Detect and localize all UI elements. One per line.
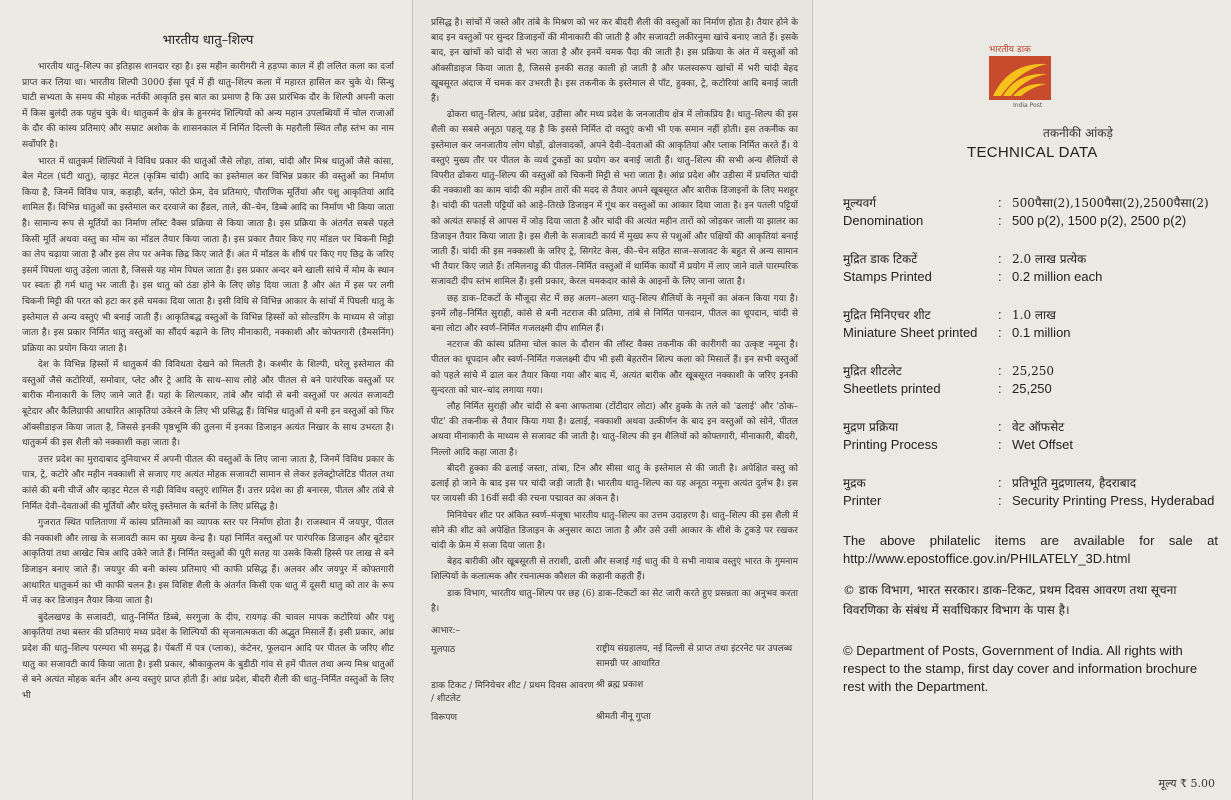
row-label: Printing Process bbox=[843, 437, 938, 452]
row-value: Wet Offset bbox=[1012, 437, 1073, 452]
logo-footer: India Post bbox=[1013, 102, 1043, 109]
row-value: 25,250 bbox=[1012, 381, 1052, 396]
copyright-hindi: © डाक विभाग, भारत सरकार। डाक–टिकट, प्रथम दिवस आवरण तथा सूचना विवरणिका के संबंध में सर्वाधिकार विभाग के पास है। bbox=[843, 583, 1177, 617]
india-post-logo-icon bbox=[989, 56, 1051, 100]
data-row-sheetlets: मुद्रित शीटलेट Sheetlets printed : : 25,250 25,250 bbox=[843, 362, 1218, 398]
logo-header: भारतीय डाक bbox=[989, 45, 1031, 55]
row-value-hindi: वेट ऑफसेट bbox=[1012, 420, 1065, 434]
credit-row bbox=[431, 642, 798, 672]
credit-value: श्रीमती नीनू गुप्ता bbox=[596, 711, 651, 722]
left-paragraph: भारतीय धातु–शिल्प का इतिहास शानदार रहा है। इस महीन कारीगरी ने हड़प्पा काल में ही ललित कला का दर्जा प्राप्त कर लिया था। भारतीय शिल्पी 3000 ईसा पूर्व में ही धातु–शिल्प कला में महारत हासिल कर चुके थे। सिन्धु घाटी सभ्यता के समय की मोहक नर्तकी आकृति इस बात का प्रमाण है कि उस प्रारंभिक दौर के शिल्पी अपनी कला में किस बुलंदी तक पहुंच चुके थे। धातुकर्म के क्षेत्र के हुनरमंद शिल्पियों को अन्य महान उपलब्धियों में चोल राजाओं के दौर की कांस्य प्रतिमाएं और सम्राट अशोक के शासनकाल में निर्मित दिल्ली के महरौली स्थित लौह स्तंभ का नाम सर्वोपरि है। bbox=[22, 62, 394, 150]
left-paragraph: गुजरात स्थित पालिताणा में कांस्य प्रतिमाओं का व्यापक स्तर पर निर्माण होता है। राजस्थान में जयपुर, पीतल की नक्काशी और लाख के सजावटी काम का मुख्य केन्द्र है। यहां निर्मित वस्तुओं पर पारंपरिक डिजाइन और बूटेदार आकृतियां तथा आखेट चित्र आदि उकेरे जाते हैं। निर्मित वस्तुओं की पूरी सतह या उसके किसी हिस्से पर लाख से बने डिजाइन बनाए जाते हैं। जयपुर की बनी कांस्य प्रतिमाएं भी काफी प्रसिद्ध हैं। अलवर और जयपुर में कोफ्तगारी आधारित धातुकर्म का भी काफी चलन है। इस विशिष्ट शैली के अंतर्गत किसी एक धातु में दूसरी धातु को तार के रूप में जड़ कर डिजाइन तैयार किया जाता है। bbox=[22, 518, 394, 607]
row-value: 500 p(2), 1500 p(2), 2500 p(2) bbox=[1012, 213, 1187, 228]
right-panel bbox=[813, 0, 1231, 800]
middle-paragraph: छह डाक–टिकटों के मौजूदा सेट में छह अलग–अलग धातु–शिल्प शैलियों के नमूनों का अंकन किया गया है। इनमें लौह–निर्मित सुराही, कांसे से बनी नटराज की प्रतिमा, तांबे से निर्मित पानदान, पीतल का धूपदान, चांदी से बना लोटा और स्वर्ण–निर्मित गजलक्ष्मी दीप शामिल हैं। bbox=[431, 293, 798, 335]
credit-key: मूलपाठ bbox=[431, 644, 456, 655]
left-panel bbox=[0, 0, 413, 800]
row-value-hindi: 1.0 लाख bbox=[1012, 308, 1056, 322]
technical-data-table bbox=[843, 194, 1218, 530]
credit-value: श्री ब्रह्म प्रकाश bbox=[596, 679, 644, 690]
row-label-hindi: मुद्रक bbox=[843, 476, 866, 490]
technical-data-title: TECHNICAL DATA bbox=[967, 144, 1098, 161]
row-value: 0.2 million each bbox=[1012, 269, 1103, 284]
credit-row bbox=[431, 710, 798, 725]
data-row-printer: मुद्रक Printer : : प्रतिभूति मुद्रणालय, हैदराबाद Security Printing Press, Hyderabad bbox=[843, 474, 1218, 510]
data-row-stamps-printed: मुद्रित डाक टिकटें Stamps Printed : : 2.0 लाख प्रत्येक 0.2 million each bbox=[843, 250, 1218, 286]
left-paragraph: उत्तर प्रदेश का मुरादाबाद दुनियाभर में अपनी पीतल की वस्तुओं के लिए जाना जाता है, जिनमें विविध प्रकार के पात्र, ट्रे, कटोरे और महीन नक्काशी से सजाए गए अत्यंत मोहक सजावटी सामान से लेकर इलेक्ट्रोप्लेटिड पीतल तथा कांसे की बनी चीजें और व्हाइट मेटल से गढ़ी विविध वस्तुएं शामिल हैं। उत्तर प्रदेश का ही बनारस, पीतल और तांबे से निर्मित देवी–देवताओं की मूर्तियों और घरेलू इस्तेमाल के बर्तनों के लिए प्रसिद्ध है। bbox=[22, 454, 394, 512]
india-post-logo bbox=[985, 28, 1061, 109]
row-label: Denomination bbox=[843, 213, 924, 228]
data-row-denomination: मूल्यवर्ग Denomination : : 500पैसा(2),1500पैसा(2),2500पैसा(2) 500 p(2), 1500 p(2), 2500 p(2) bbox=[843, 194, 1218, 230]
middle-paragraph: डाक विभाग, भारतीय धातु–शिल्प पर छह (6) डाक–टिकटों का सेट जारी करते हुए प्रसन्नता का अनुभव करता है। bbox=[431, 588, 798, 614]
row-label-hindi: मुद्रित मिनिएचर शीट bbox=[843, 308, 931, 322]
credit-key: विरूपण bbox=[431, 712, 457, 723]
row-value-hindi: 25,250 bbox=[1012, 364, 1054, 378]
middle-paragraph: बेहद बारीकी और खूबसूरती से तराशी, ढाली और सजाई गई धातु की ये सभी नायाब वस्तुएं भारत के गुमनाम शिल्पियों के कलात्मक और रचनात्मक कौशल की कहानी कहती हैं। bbox=[431, 557, 798, 583]
left-paragraph: बुंदेलखण्ड के सजावटी, धातु–निर्मित डिब्बे, सरगुजा के दीप, रायगढ़ की चावल मापक कटोरियां और पशु आकृतियां तथा बस्तर की प्रतिमाएं मध्य प्रदेश के शिल्पियों की सृजनात्मकता की अद्भुत मिसालें हैं। इसी प्रकार, आंध्र प्रदेश की धातु–शिल्प परम्परा भी समृद्ध है। पेंबर्ती में पत्र (प्लाक), कंटेनर, फूलदान आदि पर पीतल के जरिए शीट धातु का सजावटी कार्य किया जाता है। इसी प्रकार, श्रीकाकुलम के बुडीठी गांव से हमें पीतल तथा अन्य मिश्र धातुओं से बने अत्यंत मोहक बर्तन और अन्य वस्तुएं प्राप्त होती हैं। आंध्र प्रदेश, बीदरी शैली की धातु–निर्मित वस्तुओं के लिए भी bbox=[22, 612, 394, 701]
middle-paragraph: प्रसिद्ध है। सांचों में जस्ते और तांबे के मिश्रण को भर कर बीदरी शैली की वस्तुओं का निर्माण होता है। तैयार होने के बाद इन वस्तुओं पर सुन्दर डिजाइनों की मीनाकारी की जाती है और सजावटी लकीरनुमा खांचे बनाए जाते हैं। इसके बाद, इन खांचों को चांदी से भरा जाता है और इनमें चमक पैदा की जाती है। इस प्रक्रिया के अंत में वस्तुओं को ऑक्सीडाइज किया जाता है, जिससे इनकी सतह काली हो जाती है और फलस्वरूप खांचों में भरी चांदी बेहद खूबसूरत अंदाज में चमक कर उभरती है। इस तकनीक के इस्तेमाल से पॉट, हुक्का, ट्रे, कटोरियां आदि बनाई जाती हैं। bbox=[431, 18, 798, 105]
article-title: भारतीय धातु–शिल्प bbox=[162, 33, 254, 48]
copyright-english: © Department of Posts, Government of India. All rights with respect to the stamp, first day cover and information brochure rest with the Department. bbox=[843, 643, 1198, 694]
data-row-printing-process: मुद्रण प्रक्रिया Printing Process : : वेट ऑफसेट Wet Offset bbox=[843, 418, 1218, 454]
row-value-hindi: प्रतिभूति मुद्रणालय, हैदराबाद bbox=[1012, 476, 1137, 490]
credit-key: डाक टिकट / मिनियेचर शीट / प्रथम दिवस आवरण / शीटलेट bbox=[431, 680, 594, 704]
middle-paragraph: ढोकरा धातु–शिल्प, आंध्र प्रदेश, उड़ीसा और मध्य प्रदेश के जनजातीय क्षेत्र में लोकप्रिय है। धातु–शिल्प की इस शैली का सबसे अनूठा पहलू यह है कि इससे निर्मित दो वस्तुएं कभी भी एक समान नहीं होती। इस तकनीक का इस्तेमाल कर जनजातीय लोग घोड़ों, ढोलवादकों, अपने देवी–देवताओं की आकृतियां और प्लाक निर्मित करते हैं। ये वस्तुएं मुख्य तौर पर पीतल के व्यर्थ टुकड़ों का प्रयोग कर बनाई जाती हैं। धातु–शिल्प की सभी अन्य शैलियों से विपरीत ढोकरा धातु–शिल्प की वस्तुओं को चिकनी मिट्टी से भरा जाता है। आंध्र प्रदेश और उड़ीसा में प्रचलित चांदी की नक्काशी का काम चांदी की महीन तारों की मदद से तैयार अपने खूबसूरत और बारीक डिजाइनों के लिए मशहूर है। चांदी की पतली पट्टियों को आड़े–तिरछे डिजाइन में गूंथ कर वस्तुओं का आकार दिया जाता है। इन पतली पट्टियों को अत्यंत सफाई से आपस में जोड़ दिया जाता है और चांदी की अत्यंत महीन तारों को जोड़कर जाली या झालर का डिजाइन तैयार किया जाता है। इस शैली के सजावटी कार्य में मुख्य रूप से पशुओं और पक्षियों की आकृतियां बनाई जाती हैं। चांदी की इस नक्काशी के जरिए ट्रे, सिगरेट केस, की–चेन सहित साज–सजावट के बहुत से अन्य सामान भी तैयार किए जाते हैं। तमिलनाडु की पीतल–निर्मित वस्तुओं में धार्मिक कार्यों में प्रयोग में लाए जाने वाले पारम्परिक सजावटी दीप स्तंभ शामिल हैं। इसी प्रकार, केरल चमकदार कांसे के आइनों के लिए जाना जाता है। bbox=[431, 110, 798, 288]
price-label: मूल्य ₹ 5.00 bbox=[1158, 777, 1215, 790]
data-row-miniature-sheet: मुद्रित मिनिएचर शीट Miniature Sheet printed : : 1.0 लाख 0.1 million bbox=[843, 306, 1218, 342]
middle-paragraph: मिनियेचर शीट पर अंकित स्वर्ण–मंजूषा भारतीय धातु–शिल्प का उत्तम उदाहरण है। धातु–शिल्प की इस शैली में सोने की शीट को अपेक्षित डिजाइन के अनुसार काटा जाता है और उसे उसी आकार के शीशे के टुकड़े पर रखकर चांदी के फ्रेम में सजा दिया जाता है। bbox=[431, 510, 798, 551]
row-value: 0.1 million bbox=[1012, 325, 1071, 340]
row-label-hindi: मुद्रित डाक टिकटें bbox=[843, 252, 918, 266]
row-label-hindi: मूल्यवर्ग bbox=[843, 196, 877, 210]
credit-row bbox=[431, 678, 798, 704]
technical-data-title-hindi: तकनीकी आंकड़े bbox=[1043, 126, 1113, 140]
middle-paragraph: बीदरी हुक्का की ढलाई जस्ता, तांबा, टिन और सीसा धातु के इस्तेमाल से की जाती है। अपेक्षित वस्तु को ढलाई हो जाने के बाद इस पर चांदी जड़ी जाती है। भारतीय धातु–शिल्प का यह अनूठा नमूना अत्यंत दुर्लभ है। इस पर जायसी की 16वीं सदी की रचना पद्मावत का अंकन है। bbox=[431, 463, 798, 505]
row-value-hindi: 2.0 लाख प्रत्येक bbox=[1012, 252, 1087, 266]
left-paragraph: देश के विभिन्न हिस्सों में धातुकर्म की विविधता देखने को मिलती है। कश्मीर के शिल्पी, घरेलू इस्तेमाल की वस्तुओं जैसे कटोरियों, समोवार, प्लेट और ट्रे आदि के साथ–साथ लोहे और पीतल से बने पारंपरिक वस्तुओं पर बारीक मीनाकारी के लिए जाने जाते हैं। यहां के शिल्पकार, तांबे और चांदी से बनी वस्तुओं पर अत्यंत सजावटी बूटेदार और कैलिग्राफी आधारित आकृतियां उकेरने के लिए भी प्रसिद्ध हैं। विभिन्न धातुओं से बनी इन वस्तुओं को फिर ऑक्सीडाइज किया जाता है, जिससे इनकी पृष्ठभूमि की तुलना में इनका डिजाइन अत्यंत निखार के साथ उभरता है। धातुकर्म की इस शैली को नक्काशी कहा जाता है। bbox=[22, 360, 394, 449]
middle-paragraph: लौह निर्मित सुराही और चांदी से बना आफताबा (टोंटीदार लोटा) और हुक्के के तले को 'ढलाई' और 'ठोक–पीट' की तकनीक से तैयार किया गया है। ढलाई, नक्काशी अथवा उत्कीर्णन के बाद इन वस्तुओं को सोने, पीतल अथवा मीनाकारी के माध्यम से सजावट की जाती है। धातु–शिल्प की इन शैलियों को कोफ्तगारी, मीनाकारी, बीदरी, निल्लो आदि कहा जाता है। bbox=[431, 402, 798, 458]
availability-notice: The above philatelic items are available for sale at http://www.epostoffice.gov.in/PHILATELY_3D.html bbox=[843, 533, 1218, 566]
row-label: Miniature Sheet printed bbox=[843, 325, 978, 340]
middle-panel bbox=[413, 0, 813, 800]
row-label: Sheetlets printed bbox=[843, 381, 941, 396]
row-label-hindi: मुद्रित शीटलेट bbox=[843, 364, 902, 378]
credit-value: राष्ट्रीय संग्रहालय, नई दिल्ली से प्राप्त तथा इंटरनेट पर उपलब्ध सामग्री पर आधारित bbox=[596, 643, 793, 669]
row-value: Security Printing Press, Hyderabad bbox=[1012, 493, 1215, 508]
row-label: Printer bbox=[843, 493, 882, 508]
middle-paragraph: नटराज की कांस्य प्रतिमा चोल काल के दौरान की लॉस्ट वैक्स तकनीक की कारीगरी का उत्कृष्ट नमूना है। पीतल का धूपदान और स्वर्ण–निर्मित गजलक्ष्मी दीप भी इसी बेहतरीन शिल्प कला को मिसालें हैं। इन सभी वस्तुओं को पहले सांचे में ढाल कर तैयार किया गया और बाद में, अत्यंत बारीक और खूबसूरत नक्काशी के जरिए इनकी सुन्दरता को चार–चांद लगाया गया। bbox=[431, 340, 798, 396]
row-value-hindi: 500पैसा(2),1500पैसा(2),2500पैसा(2) bbox=[1012, 196, 1209, 210]
row-label: Stamps Printed bbox=[843, 269, 932, 284]
row-label-hindi: मुद्रण प्रक्रिया bbox=[843, 420, 899, 434]
left-paragraph: भारत में धातुकर्म शिल्पियों ने विविध प्रकार की धातुओं जैसे लोहा, तांबा, चांदी और मिश्र धातुओं जैसे कांसा, बेल मेटल (घंटी धातु), व्हाइट मेटल (कृत्रिम चांदी) आदि का इस्तेमाल कर विभिन्न प्रकार की वस्तुओं का निर्माण किया है, जिनमें विविध पात्र, कड़ाही, बर्तन, फोटो फ्रेम, देव प्रतिमाएं, पौराणिक मूर्तियां और पशु आकृतियां आदि शामिल हैं। विभिन्न धातुओं का इस्तेमाल कर दरवाजे का हैंडल, ताले, की–चेन, डिब्बे आदि का निर्माण भी किया जाता है। सामान्य रूप से मूर्तियों का निर्माण लॉस्ट वैक्स प्रक्रिया से किया जाता है। इस प्रक्रिया के अंतर्गत सबसे पहले किसी मूर्ति अथवा वस्तु का मोम का मॉडल तैयार किया जाता है। इस प्रकार तैयार किए गए मॉडल पर चिकनी मिट्टी का लेप चढ़ाया जाता है और इस लेप पर अनेक छिद्र किए जाते हैं। अंत में मॉडल के शीर्ष पर किए गए छिद्र के जरिए इसमें पिघला धातु उड़ेला जाता है, जिससे यह मोम पिघल जाता है। इस प्रकार अन्दर बने खाली सांचे में मोम के स्थान पर स्वतः ही गर्म धातु भर जाती है। इस धातु को ठंडा होने के लिए छोड़ दिया जाता है और अंत में इस पर लगी चिकनी मिट्टी की परत को हटा कर इसे चमका दिया जाता है। इसी विधि से विभिन्न आकार के सांचों में पिघली धातु के इस्तेमाल से अन्य वस्तुएं भी बनाई जाती हैं। आकृतिबद्ध वस्तुओं के विभिन्न हिस्सों को सोल्डरिंग के माध्यम से जोड़ा जाता है। इस प्रकार निर्मित धातु वस्तुओं का सौंदर्य बढ़ाने के लिए मीनाकारी, नक्काशी और कोफ्तगारी (डैमसनिंग) प्रक्रिया का प्रयोग किया जाता है। bbox=[22, 156, 394, 354]
credits-label: आभार:– bbox=[431, 625, 461, 636]
credits-section bbox=[431, 623, 798, 725]
